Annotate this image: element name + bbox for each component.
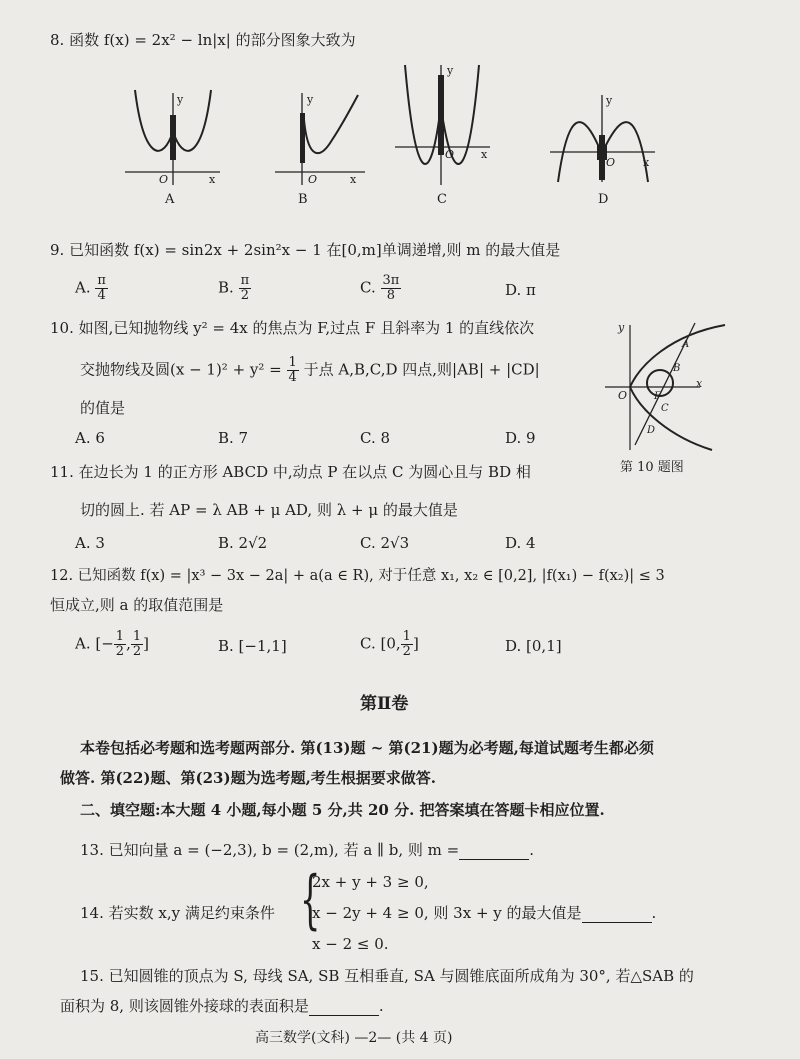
q12-option-a: A. [− $\frac{1}{2}$ , $\frac{1}{2}$ ] bbox=[75, 629, 149, 659]
q10-figure-parabola-circle bbox=[600, 315, 750, 455]
q13-answer-blank bbox=[459, 845, 529, 860]
q14-answer-blank bbox=[582, 908, 652, 923]
q10-line3: 的值是 bbox=[80, 399, 126, 417]
q8-stem: 8. 函数 f(x) = 2x² − ln|x| 的部分图象大致为 bbox=[50, 31, 356, 49]
section-title: 第Ⅱ卷 bbox=[360, 694, 409, 714]
q9-option-a: A. $\frac{\pi}{4}$ bbox=[75, 273, 106, 303]
graph-d-label: D bbox=[598, 192, 609, 207]
q11-line1: 11. 在边长为 1 的正方形 ABCD 中,动点 P 在以点 C 为圆心且与 BD 相 bbox=[50, 463, 531, 481]
section-intro-line2: 做答. 第(22)题、第(23)题为选考题,考生根据要求做答. bbox=[60, 769, 437, 787]
q10-line2: 交抛物线及圆(x − 1)² + y² = $\frac{1}{4}$ 于点 A,B,C,D 四点,则|AB| + |CD| bbox=[80, 355, 540, 385]
svg-text:y: y bbox=[177, 93, 184, 106]
q15-line2: 面积为 8, 则该圆锥外接球的表面积是 . bbox=[60, 997, 384, 1015]
svg-text:C: C bbox=[661, 403, 669, 414]
q13: 13. 已知向量 a = (−2,3), b = (2,m), 若 a ∥ b, 则 m = . bbox=[80, 841, 535, 859]
graph-b-label: B bbox=[298, 192, 308, 207]
graph-a-icon bbox=[125, 85, 225, 185]
svg-text:x: x bbox=[350, 173, 357, 185]
svg-text:F: F bbox=[654, 391, 661, 402]
svg-text:x: x bbox=[209, 173, 216, 185]
q11-option-c: C. 2√3 bbox=[360, 534, 410, 552]
q10-option-d: D. 9 bbox=[505, 429, 536, 447]
svg-text:O: O bbox=[618, 389, 628, 402]
svg-text:O: O bbox=[159, 173, 169, 185]
graph-b-icon bbox=[270, 85, 370, 185]
graph-c-label: C bbox=[437, 192, 447, 207]
q10-option-b: B. 7 bbox=[218, 429, 249, 447]
svg-text:B: B bbox=[673, 363, 681, 374]
svg-text:y: y bbox=[307, 93, 314, 106]
q12-option-b: B. [−1,1] bbox=[218, 637, 287, 655]
q15-line1: 15. 已知圆锥的顶点为 S, 母线 SA, SB 互相垂直, SA 与圆锥底面所成角为 30°, 若△SAB 的 bbox=[80, 967, 694, 985]
q9-option-d: D. π bbox=[505, 281, 536, 299]
svg-text:D: D bbox=[647, 425, 656, 436]
graph-a-label: A bbox=[165, 192, 175, 207]
q14-constraint-1: 2x + y + 3 ≥ 0, bbox=[312, 873, 429, 891]
graph-c-icon bbox=[395, 60, 495, 190]
svg-text:O: O bbox=[606, 156, 616, 169]
q11-option-b: B. 2√2 bbox=[218, 534, 268, 552]
q11-option-d: D. 4 bbox=[505, 534, 536, 552]
graph-d-icon bbox=[550, 90, 660, 190]
q14-constraint-3: x − 2 ≤ 0. bbox=[312, 935, 389, 953]
svg-text:O: O bbox=[308, 173, 318, 185]
svg-text:x: x bbox=[481, 148, 488, 161]
svg-text:y: y bbox=[447, 64, 454, 77]
svg-text:y: y bbox=[618, 321, 625, 334]
q14-stem: 14. 若实数 x,y 满足约束条件 bbox=[80, 904, 275, 922]
svg-text:x: x bbox=[643, 156, 650, 169]
q9-option-c: C. $\frac{3\pi}{8}$ bbox=[360, 273, 400, 303]
q12-line1: 12. 已知函数 f(x) = |x³ − 3x − 2a| + a(a ∈ R), 对于任意 x₁, x₂ ∈ [0,2], |f(x₁) − f(x₂)| ≤ 3 bbox=[50, 568, 665, 584]
q14-constraint-2: x − 2y + 4 ≥ 0, 则 3x + y 的最大值是 . bbox=[312, 904, 657, 922]
page-footer: 高三数学(文科) —2— (共 4 页) bbox=[255, 1030, 453, 1046]
q12-line2: 恒成立,则 a 的取值范围是 bbox=[50, 596, 224, 614]
q10-option-c: C. 8 bbox=[360, 429, 391, 447]
q12-option-d: D. [0,1] bbox=[505, 637, 562, 655]
q12-option-c: C. [0, $\frac{1}{2}$ ] bbox=[360, 629, 419, 659]
q10-option-a: A. 6 bbox=[75, 429, 105, 447]
q10-line1: 10. 如图,已知抛物线 y² = 4x 的焦点为 F,过点 F 且斜率为 1 的直线依次 bbox=[50, 319, 535, 337]
svg-text:O: O bbox=[445, 148, 455, 161]
fill-in-header: 二、填空题:本大题 4 小题,每小题 5 分,共 20 分. 把答案填在答题卡相应位置. bbox=[80, 801, 605, 819]
q10-figure-caption: 第 10 题图 bbox=[620, 460, 684, 475]
q15-answer-blank bbox=[309, 1001, 379, 1016]
q9-stem: 9. 已知函数 f(x) = sin2x + 2sin²x − 1 在[0,m]单调递增,则 m 的最大值是 bbox=[50, 241, 561, 259]
section-intro-line1: 本卷包括必考题和选考题两部分. 第(13)题 ~ 第(21)题为必考题,每道试题考生都必须 bbox=[80, 739, 654, 757]
q11-option-a: A. 3 bbox=[75, 534, 105, 552]
svg-text:A: A bbox=[682, 339, 690, 350]
svg-text:y: y bbox=[606, 94, 613, 107]
svg-text:x: x bbox=[696, 377, 703, 390]
brace-icon: { bbox=[300, 863, 321, 937]
q9-option-b: B. $\frac{\pi}{2}$ bbox=[218, 273, 250, 303]
q11-line2: 切的圆上. 若 AP = λ AB + μ AD, 则 λ + μ 的最大值是 bbox=[80, 501, 458, 519]
